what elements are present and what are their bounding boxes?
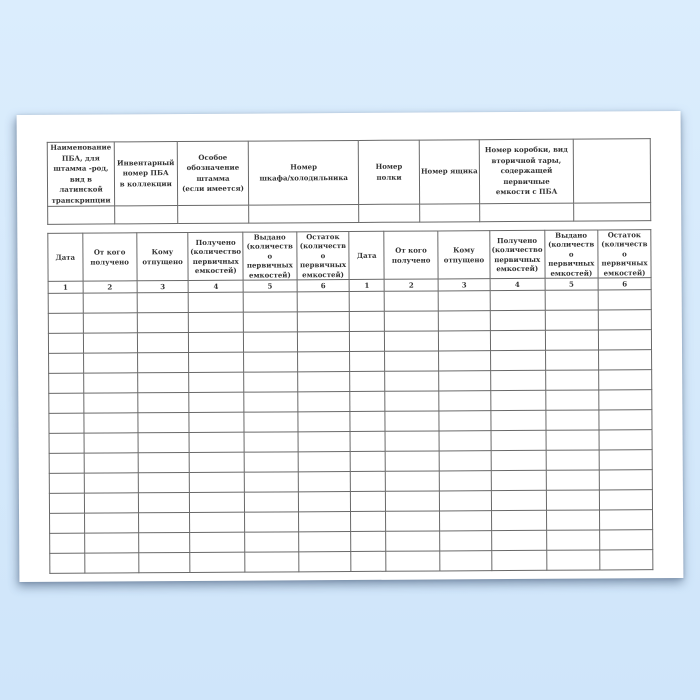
movement-data-cell (190, 512, 245, 532)
movement-data-cell (49, 393, 84, 413)
movement-data-cell (137, 333, 189, 353)
movement-data-cell (298, 432, 351, 452)
movement-header-cell: Остаток (количеств о первичных емкостей) (296, 232, 349, 281)
movement-data-cell (546, 490, 600, 510)
movement-data-cell (298, 492, 351, 512)
storage-info-entry-cell (249, 204, 359, 223)
movement-data-cell (138, 513, 190, 533)
storage-info-header-cell: Номер коробки, вид вторичной тары, содержащей первичные емкости с ПБА (479, 139, 574, 204)
movement-data-cell (50, 553, 85, 573)
movement-data-cell (244, 332, 298, 352)
storage-info-header-cell: Номер полки (358, 140, 419, 204)
storage-info-entry-cell (115, 206, 178, 224)
movement-data-cell (386, 551, 440, 571)
movement-data-cell (83, 373, 137, 393)
movement-data-cell (439, 351, 491, 371)
movement-data-cell (491, 510, 546, 530)
movement-data-cell (546, 470, 600, 490)
storage-info-entry-cell (359, 204, 420, 222)
movement-data-cell (189, 372, 244, 392)
movement-data-cell (491, 410, 546, 430)
movement-data-cell (439, 451, 491, 471)
movement-data-cell (440, 551, 492, 571)
movement-number-cell: 6 (297, 280, 350, 292)
movement-data-cell (351, 511, 386, 531)
movement-data-cell (84, 513, 138, 533)
document-sheet (17, 111, 684, 582)
movement-data-cell (298, 512, 351, 532)
movement-data-cell (385, 451, 439, 471)
movement-data-cell (491, 390, 546, 410)
movement-data-cell (243, 292, 297, 312)
movement-data-cell (440, 491, 492, 511)
movement-data-cell (298, 552, 351, 572)
movement-header-row (48, 230, 651, 282)
movement-number-cell: 3 (137, 281, 189, 293)
movement-data-cell (83, 293, 137, 313)
movement-header-cell: Дата (48, 233, 83, 281)
movement-data-cell (599, 490, 652, 510)
movement-data-cell (385, 471, 439, 491)
movement-data-cell (598, 290, 651, 310)
movement-data-cell (386, 511, 440, 531)
movement-number-cell: 2 (83, 281, 137, 293)
movement-data-cell (599, 390, 652, 410)
movement-data-cell (48, 293, 83, 313)
movement-data-cell (438, 291, 490, 311)
movement-data-cell (138, 533, 190, 553)
movement-data-cell (491, 470, 546, 490)
movement-data-cell (350, 391, 385, 411)
movement-data-cell (83, 353, 137, 373)
movement-data-cell (48, 333, 83, 353)
movement-data-cell (190, 492, 245, 512)
movement-header-cell: От кого получено (82, 233, 136, 282)
movement-data-cell (545, 410, 599, 430)
storage-info-header-cell: Инвентарный номер ПБА в коллекции (114, 142, 177, 206)
movement-data-cell (84, 433, 138, 453)
movement-header-cell: Кому отпущено (438, 231, 490, 280)
movement-data-cell (599, 430, 652, 450)
movement-header-cell: Кому отпущено (137, 232, 189, 281)
movement-number-cell: 4 (490, 278, 545, 290)
movement-data-cell (600, 550, 653, 570)
movement-data-cell (84, 413, 138, 433)
movement-data-cell (189, 412, 244, 432)
movement-data-cell (492, 550, 547, 570)
movement-data-cell (190, 552, 245, 572)
movement-data-cell (190, 452, 245, 472)
movement-number-cell: 5 (243, 280, 297, 292)
movement-data-cell (138, 433, 190, 453)
storage-info-table (47, 138, 651, 225)
movement-data-cell (245, 512, 299, 532)
movement-data-cell (298, 472, 351, 492)
movement-data-cell (546, 450, 600, 470)
movement-number-cell: 6 (598, 278, 651, 290)
movement-data-cell (351, 491, 386, 511)
movement-header-cell: Получено (количество первичных емкостей) (188, 232, 243, 281)
movement-data-cell (84, 533, 138, 553)
movement-data-cell (384, 311, 438, 331)
movement-data-cell (189, 332, 244, 352)
movement-data-cell (49, 453, 84, 473)
movement-data-cell (49, 413, 84, 433)
movement-data-cell (83, 333, 137, 353)
movement-number-cell: 4 (188, 280, 243, 292)
movement-data-cell (189, 392, 244, 412)
storage-info-blank-header-cell (574, 139, 651, 203)
movement-data-cell (600, 530, 653, 550)
movement-data-cell (297, 352, 350, 372)
movement-data-row (50, 550, 653, 574)
storage-info-header-row (47, 139, 650, 207)
movement-data-cell (385, 411, 439, 431)
movement-data-cell (385, 371, 439, 391)
movement-data-cell (599, 350, 652, 370)
movement-data-cell (350, 331, 385, 351)
movement-data-cell (244, 432, 298, 452)
movement-data-cell (350, 371, 385, 391)
movement-data-cell (385, 331, 439, 351)
movement-data-cell (49, 353, 84, 373)
movement-data-cell (50, 533, 85, 553)
movement-number-cell: 1 (48, 281, 83, 293)
movement-data-cell (244, 372, 298, 392)
movement-data-cell (351, 531, 386, 551)
movement-data-cell (350, 291, 385, 311)
movement-data-cell (439, 391, 491, 411)
movement-data-cell (545, 310, 599, 330)
movement-header-cell: Выдано (количеств о первичных емкостей) (243, 232, 297, 281)
movement-data-cell (439, 331, 491, 351)
movement-data-cell (350, 351, 385, 371)
movement-data-cell (189, 312, 244, 332)
movement-data-cell (297, 292, 350, 312)
movement-data-cell (137, 293, 189, 313)
movement-data-cell (244, 452, 298, 472)
movement-data-cell (244, 472, 298, 492)
movement-data-cell (48, 313, 83, 333)
movement-data-cell (350, 411, 385, 431)
storage-info-entry-row (48, 203, 651, 225)
movement-data-cell (545, 350, 599, 370)
movement-data-cell (50, 513, 85, 533)
movement-data-cell (545, 330, 599, 350)
movement-data-cell (351, 471, 386, 491)
movement-data-cell (189, 292, 244, 312)
storage-info-entry-cell (574, 203, 651, 221)
movement-data-cell (386, 531, 440, 551)
movement-data-cell (439, 431, 491, 451)
movement-data-cell (298, 532, 351, 552)
movement-data-cell (189, 432, 244, 452)
movement-data-cell (137, 353, 189, 373)
movement-header-cell: От кого получено (384, 231, 438, 280)
movement-data-cell (49, 433, 84, 453)
movement-data-cell (138, 493, 190, 513)
movement-number-cell: 3 (438, 279, 490, 291)
movement-number-cell: 2 (384, 279, 438, 291)
movement-data-cell (385, 351, 439, 371)
storage-info-entry-cell (420, 204, 480, 222)
movement-data-cell (83, 313, 137, 333)
movement-data-cell (385, 391, 439, 411)
movement-data-cell (297, 392, 350, 412)
movement-data-cell (439, 471, 491, 491)
movement-data-cell (138, 453, 190, 473)
movement-data-cell (599, 470, 652, 490)
storage-info-entry-cell (48, 206, 115, 224)
movement-data-cell (297, 332, 350, 352)
movement-data-cell (244, 412, 298, 432)
movement-data-cell (545, 290, 599, 310)
storage-info-entry-cell (177, 205, 249, 223)
movement-data-cell (84, 553, 138, 573)
movement-data-cell (599, 410, 652, 430)
movement-number-cell: 5 (545, 278, 599, 290)
movement-data-cell (490, 290, 545, 310)
storage-info-header-cell: Номер ящика (419, 140, 479, 204)
movement-data-cell (599, 450, 652, 470)
storage-info-header-cell: Номер шкафа/холодильника (249, 140, 359, 205)
movement-data-cell (189, 352, 244, 372)
movement-data-cell (350, 431, 385, 451)
movement-data-cell (600, 510, 653, 530)
movement-data-cell (491, 430, 546, 450)
movement-data-cell (384, 291, 438, 311)
movement-data-cell (244, 492, 298, 512)
movement-header-cell: Остаток (количеств о первичных емкостей) (598, 230, 651, 279)
movement-data-cell (297, 372, 350, 392)
movement-data-cell (84, 473, 138, 493)
movement-number-cell: 1 (350, 279, 385, 291)
movement-table (47, 229, 653, 574)
movement-tbody (48, 230, 653, 574)
movement-data-cell (546, 550, 600, 570)
movement-data-cell (438, 311, 490, 331)
movement-data-cell (491, 530, 546, 550)
movement-data-cell (137, 313, 189, 333)
movement-data-cell (439, 411, 491, 431)
movement-data-cell (84, 493, 138, 513)
movement-data-cell (297, 312, 350, 332)
movement-data-cell (190, 472, 245, 492)
movement-data-cell (491, 490, 546, 510)
movement-data-cell (351, 451, 386, 471)
movement-data-cell (298, 452, 351, 472)
movement-data-cell (138, 413, 190, 433)
movement-data-cell (490, 330, 545, 350)
movement-data-cell (137, 373, 189, 393)
movement-data-cell (385, 491, 439, 511)
movement-header-cell: Дата (349, 231, 384, 279)
movement-data-cell (190, 532, 245, 552)
movement-data-cell (491, 450, 546, 470)
movement-header-cell: Получено (количество первичных емкостей) (490, 230, 545, 279)
movement-data-cell (440, 531, 492, 551)
movement-data-cell (138, 553, 190, 573)
movement-data-cell (138, 473, 190, 493)
movement-data-cell (350, 311, 385, 331)
movement-data-cell (49, 373, 84, 393)
storage-info-header-cell: Наименование ПБА, для штамма -род, вид в латинской транскрипции (47, 142, 114, 206)
movement-data-cell (490, 370, 545, 390)
movement-data-cell (546, 530, 600, 550)
movement-header-cell: Выдано (количеств о первичных емкостей) (544, 230, 598, 279)
storage-info-tbody (47, 139, 650, 225)
sheet-content (47, 138, 654, 574)
movement-data-cell (49, 493, 84, 513)
movement-data-cell (385, 431, 439, 451)
movement-data-cell (243, 312, 297, 332)
movement-data-cell (545, 390, 599, 410)
movement-data-cell (440, 511, 492, 531)
movement-data-cell (297, 412, 350, 432)
movement-data-cell (138, 393, 190, 413)
movement-data-cell (599, 370, 652, 390)
movement-data-cell (439, 371, 491, 391)
movement-data-cell (546, 510, 600, 530)
movement-data-cell (245, 532, 299, 552)
storage-info-header-cell: Особое обозначение штамма (если имеется) (177, 141, 249, 205)
movement-data-cell (49, 473, 84, 493)
movement-data-cell (598, 310, 651, 330)
movement-data-cell (83, 393, 137, 413)
movement-data-cell (244, 392, 298, 412)
movement-data-cell (351, 551, 386, 571)
movement-data-cell (598, 330, 651, 350)
movement-data-cell (245, 552, 299, 572)
storage-info-entry-cell (479, 203, 574, 222)
movement-data-cell (84, 453, 138, 473)
movement-data-cell (490, 350, 545, 370)
movement-data-cell (545, 370, 599, 390)
movement-data-cell (546, 430, 600, 450)
movement-data-cell (490, 310, 545, 330)
movement-data-cell (244, 352, 298, 372)
